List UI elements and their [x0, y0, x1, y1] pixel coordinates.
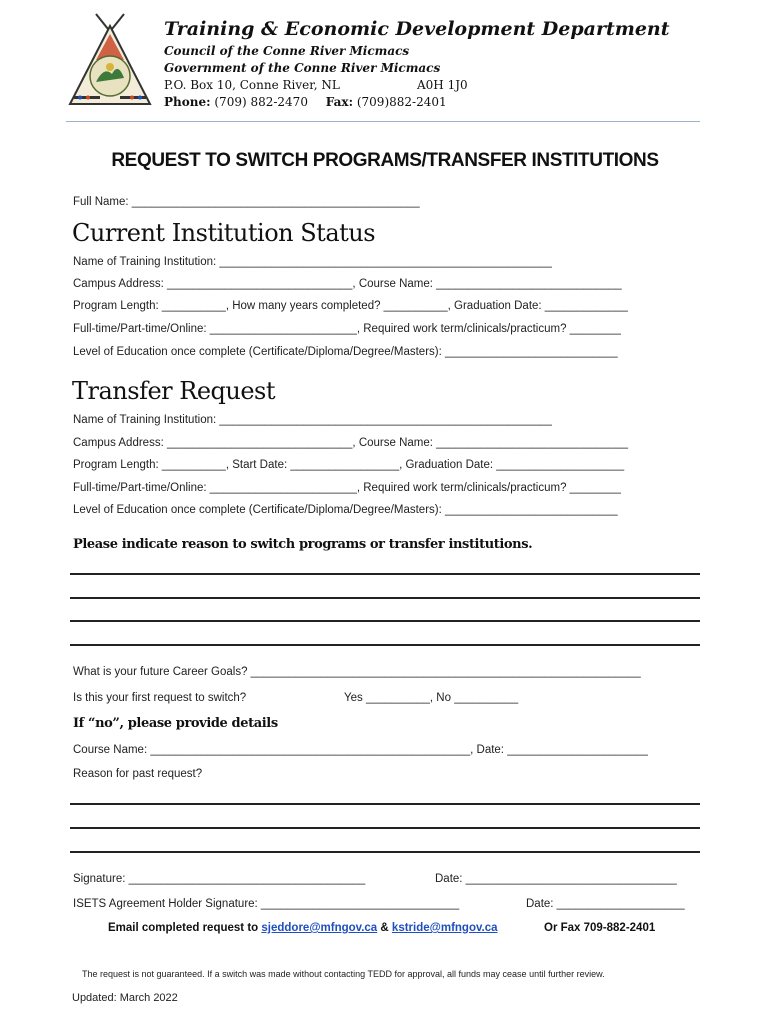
contact-line [164, 95, 447, 109]
current-institution-heading: Current Institution Status [72, 219, 376, 247]
email-link-sjeddore[interactable]: sjeddore@mfngov.ca [261, 922, 378, 934]
signature-date-field[interactable]: Date: _________________________________ [435, 873, 677, 885]
transfer-request-heading: Transfer Request [72, 377, 276, 405]
current-study-type-field[interactable]: Full-time/Part-time/Online: _______________________, Required work term/clinicals/practicum? ________ [73, 323, 621, 335]
isets-date-field[interactable]: Date: ____________________ [526, 898, 685, 910]
department-title: Training & Economic Development Department [164, 18, 670, 40]
email-ampersand: & [380, 922, 389, 934]
transfer-institution-name-field[interactable]: Name of Training Institution: ____________________________________________________ [73, 414, 552, 426]
government-name: Government of the Conne River Micmacs [164, 61, 441, 75]
past-reason-line[interactable] [70, 827, 700, 829]
address: P.O. Box 10, Conne River, NL [164, 78, 340, 92]
transfer-education-level-field[interactable]: Level of Education once complete (Certificate/Diploma/Degree/Masters): ___________________________ [73, 504, 618, 516]
fax-instruction: Or Fax 709-882-2401 [544, 922, 656, 934]
current-education-level-field[interactable]: Level of Education once complete (Certificate/Diploma/Degree/Masters): ___________________________ [73, 346, 618, 358]
email-prefix: Email completed request to [108, 922, 259, 934]
fax-number: (709)882-2401 [356, 95, 447, 109]
first-request-question: Is this your first request to switch? [73, 692, 247, 704]
transfer-program-length-field[interactable]: Program Length: __________, Start Date: _________________, Graduation Date: ____________________ [73, 459, 625, 471]
reason-line[interactable] [70, 573, 700, 575]
past-request-reason-label: Reason for past request? [73, 768, 203, 780]
submission-instructions [108, 922, 656, 934]
if-no-heading: If “no”, please provide details [73, 716, 278, 731]
yes-no-field[interactable]: Yes __________, No __________ [344, 692, 519, 704]
isets-signature-field[interactable]: ISETS Agreement Holder Signature: _______________________________ [73, 898, 460, 910]
reason-line[interactable] [70, 597, 700, 599]
signature-field[interactable]: Signature: _____________________________________ [73, 873, 366, 885]
updated-date: Updated: March 2022 [72, 992, 178, 1004]
postal-code: A0H 1J0 [417, 78, 468, 92]
past-reason-line[interactable] [70, 851, 700, 853]
address-line [164, 78, 468, 92]
transfer-campus-course-field[interactable]: Campus Address: _____________________________, Course Name: ______________________________ [73, 437, 629, 449]
email-link-kstride[interactable]: kstride@mfngov.ca [391, 922, 498, 934]
form-title: REQUEST TO SWITCH PROGRAMS/TRANSFER INSTITUTIONS [111, 150, 659, 171]
current-campus-course-field[interactable]: Campus Address: _____________________________, Course Name: _____________________________ [73, 278, 622, 290]
past-reason-line[interactable] [70, 803, 700, 805]
phone-label: Phone: [164, 95, 211, 109]
transfer-study-type-field[interactable]: Full-time/Part-time/Online: _______________________, Required work term/clinicals/practicum? ________ [73, 482, 621, 494]
phone-number: (709) 882-2470 [214, 95, 308, 109]
current-program-length-field[interactable]: Program Length: __________, How many years completed? __________, Graduation Date: _____________ [73, 300, 628, 312]
council-logo [66, 12, 154, 110]
career-goals-field[interactable]: What is your future Career Goals? _____________________________________________________________ [73, 666, 641, 678]
full-name-field[interactable]: Full Name: _____________________________________________ [73, 196, 420, 208]
council-name: Council of the Conne River Micmacs [164, 44, 410, 58]
reason-line[interactable] [70, 644, 700, 646]
current-institution-name-field[interactable]: Name of Training Institution: ____________________________________________________ [73, 256, 552, 268]
disclaimer: The request is not guaranteed. If a switch was made without contacting TEDD for approval, all funds may cease until further review. [82, 969, 605, 979]
fax-label: Fax: [325, 95, 354, 109]
past-course-name-field[interactable]: Course Name: __________________________________________________, Date: ______________________ [73, 744, 648, 756]
reason-heading: Please indicate reason to switch programs or transfer institutions. [73, 537, 533, 552]
reason-line[interactable] [70, 620, 700, 622]
header-divider [66, 121, 700, 122]
